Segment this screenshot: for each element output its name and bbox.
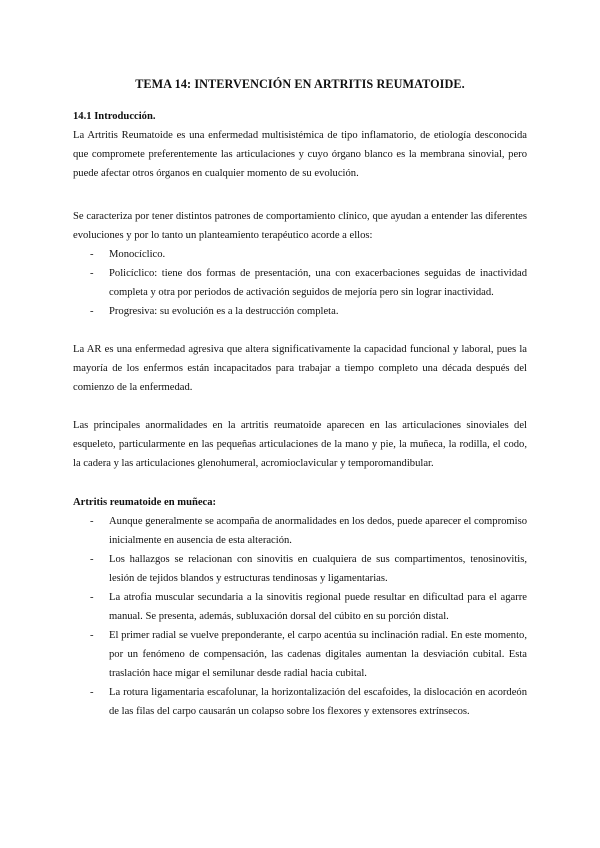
- list-item: - Aunque generalmente se acompaña de anormalidades en los dedos, puede aparecer el compromiso inicialmente en ausencia de esta alteración.: [73, 512, 527, 550]
- section-introduction: [73, 107, 527, 183]
- document-title: TEMA 14: INTERVENCIÓN EN ARTRITIS REUMATOIDE.: [135, 77, 465, 91]
- abnormalities-section: [73, 416, 527, 473]
- wrist-list: [73, 512, 527, 721]
- patterns-paragraph: Se caracteriza por tener distintos patrones de comportamiento clínico, que ayudan a entender las diferentes evoluciones y por lo tanto un planteamiento terapéutico acorde a ellos:: [73, 211, 527, 241]
- dash-bullet: -: [90, 516, 94, 527]
- list-item: - Policíclico: tiene dos formas de presentación, una con exacerbaciones seguidas de inactividad completa y otra por periodos de activación seguidos de mejoría pero sin lograr inactividad.: [73, 264, 527, 302]
- intro-paragraph: La Artritis Reumatoide es una enfermedad multisistémica de tipo inflamatorio, de etiología desconocida que compromete preferentemente las articulaciones y cuyo órgano blanco es la membrana sinovial, pero puede afectar otros órganos en cualquier momento de su evolución.: [73, 130, 527, 179]
- dash-bullet: -: [90, 268, 94, 279]
- list-item: - La atrofia muscular secundaria a la sinovitis regional puede resultar en dificultad para el agarre manual. Se presenta, además, subluxación dorsal del cúbito en su porción distal.: [73, 588, 527, 626]
- dash-bullet: -: [90, 554, 94, 565]
- patterns-list: [73, 245, 527, 321]
- dash-bullet: -: [90, 592, 94, 603]
- wrist-section: [73, 493, 527, 721]
- aggressive-section: [73, 340, 527, 397]
- list-item: - Monocíclico.: [73, 245, 527, 264]
- list-item: - Los hallazgos se relacionan con sinovitis en cualquiera de sus compartimentos, tenosinovitis, lesión de tejidos blandos y estructuras tendinosas y ligamentarias.: [73, 550, 527, 588]
- abnormalities-paragraph: Las principales anormalidades en la artritis reumatoide aparecen en las articulaciones sinoviales del esqueleto, particularmente en las pequeñas articulaciones de la mano y pie, la muñeca, la rodilla, el codo, la cadera y las articulaciones glenohumeral, acromioclavicular y temporomandibular.: [73, 420, 527, 469]
- section-heading: 14.1 Introducción.: [73, 111, 156, 122]
- dash-bullet: -: [90, 687, 94, 698]
- patterns-section: [73, 207, 527, 321]
- dash-bullet: -: [90, 306, 94, 317]
- dash-bullet: -: [90, 249, 94, 260]
- list-item: - La rotura ligamentaria escafolunar, la horizontalización del escafoides, la dislocación en acordeón de las filas del carpo causarán un colapso sobre los flexores y extensores extrínsecos.: [73, 683, 527, 721]
- wrist-heading: Artritis reumatoide en muñeca:: [73, 497, 217, 508]
- list-item: - El primer radial se vuelve preponderante, el carpo acentúa su inclinación radial. En este momento, por un fenómeno de compensación, las cadenas digitales aumentan la desviación cubital. Esta traslación hace migar el semilunar desde radial hacia cubital.: [73, 626, 527, 683]
- aggressive-paragraph: La AR es una enfermedad agresiva que altera significativamente la capacidad funcional y laboral, pues la mayoría de los enfermos están incapacitados para trabajar a tiempo completo una década después del comienzo de la enfermedad.: [73, 344, 527, 393]
- dash-bullet: -: [90, 630, 94, 641]
- list-item: - Progresiva: su evolución es a la destrucción completa.: [73, 302, 527, 321]
